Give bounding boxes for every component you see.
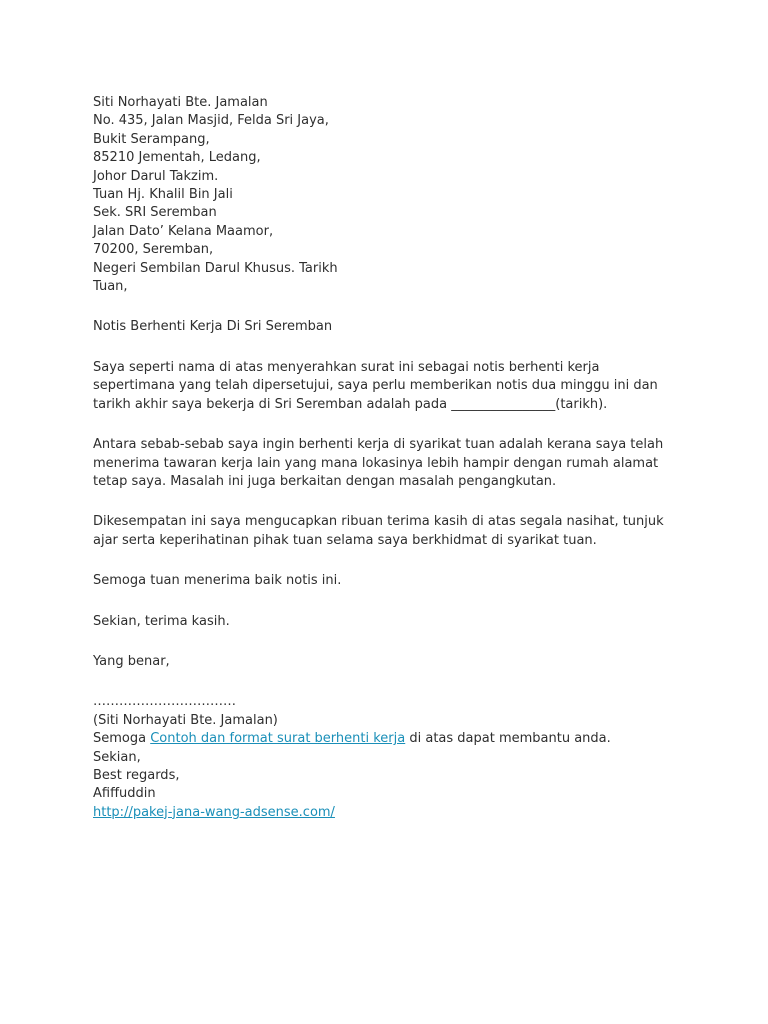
paragraph-thanks bbox=[93, 513, 693, 550]
paragraph-line: Antara sebab-sebab saya ingin berhenti kerja di syarikat tuan adalah kerana saya telah bbox=[93, 437, 664, 453]
recipient-line: Sek. SRI Seremban bbox=[93, 205, 217, 221]
template-link[interactable]: Contoh dan format surat berhenti kerja bbox=[150, 731, 406, 747]
footer-prefix: Semoga bbox=[93, 731, 151, 747]
website-link[interactable]: http://pakej-jana-wang-adsense.com/ bbox=[93, 804, 335, 820]
recipient-line: 70200, Seremban, bbox=[93, 242, 214, 258]
paragraph-line: sepertimana yang telah dipersetujui, saya perlu memberikan notis dua minggu ini dan bbox=[93, 378, 658, 394]
footer-note bbox=[93, 730, 693, 748]
sender-line: Siti Norhayati Bte. Jamalan bbox=[93, 95, 268, 110]
signature-dots: …………………………… bbox=[93, 694, 236, 710]
footer-sekian: Sekian, bbox=[93, 749, 141, 765]
footer-regards: Best regards, bbox=[93, 767, 180, 783]
signature-block bbox=[93, 693, 693, 822]
sender-line: Bukit Serampang, bbox=[93, 131, 210, 147]
recipient-line: Tuan Hj. Khalil Bin Jali bbox=[93, 187, 233, 203]
sender-address bbox=[93, 94, 693, 186]
sender-line: 85210 Jementah, Ledang, bbox=[93, 150, 261, 166]
signature-name: (Siti Norhayati Bte. Jamalan) bbox=[93, 712, 278, 728]
sign-off: Yang benar, bbox=[93, 653, 170, 669]
closing-hope: Semoga tuan menerima baik notis ini. bbox=[93, 573, 342, 589]
paragraph-reasons bbox=[93, 436, 693, 491]
paragraph-notice bbox=[93, 359, 693, 414]
recipient-line: Jalan Dato’ Kelana Maamor, bbox=[93, 223, 274, 239]
paragraph-line: ajar serta keperihatinan pihak tuan selama saya berkhidmat di syarikat tuan. bbox=[93, 532, 597, 548]
recipient-line: Negeri Sembilan Darul Khusus. Tarikh bbox=[93, 260, 338, 276]
footer-suffix: di atas dapat membantu anda. bbox=[405, 731, 611, 747]
sender-line: Johor Darul Takzim. bbox=[93, 168, 219, 184]
recipient-address bbox=[93, 186, 693, 278]
salutation: Tuan, bbox=[93, 279, 128, 295]
subject-line: Notis Berhenti Kerja Di Sri Seremban bbox=[93, 319, 333, 335]
closing-thanks: Sekian, terima kasih. bbox=[93, 613, 230, 629]
paragraph-line: Dikesempatan ini saya mengucapkan ribuan terima kasih di atas segala nasihat, tunjuk bbox=[93, 514, 664, 530]
paragraph-line: tetap saya. Masalah ini juga berkaitan dengan masalah pengangkutan. bbox=[93, 473, 557, 489]
sender-line: No. 435, Jalan Masjid, Felda Sri Jaya, bbox=[93, 113, 329, 129]
footer-url-line bbox=[93, 804, 693, 822]
letter-body bbox=[93, 94, 693, 822]
footer-author: Afiffuddin bbox=[93, 786, 156, 802]
paragraph-line: tarikh akhir saya bekerja di Sri Seremban adalah pada ________________(tarikh). bbox=[93, 396, 608, 412]
paragraph-line: Saya seperti nama di atas menyerahkan surat ini sebagai notis berhenti kerja bbox=[93, 359, 600, 375]
paragraph-line: menerima tawaran kerja lain yang mana lokasinya lebih hampir dengan rumah alamat bbox=[93, 455, 659, 471]
